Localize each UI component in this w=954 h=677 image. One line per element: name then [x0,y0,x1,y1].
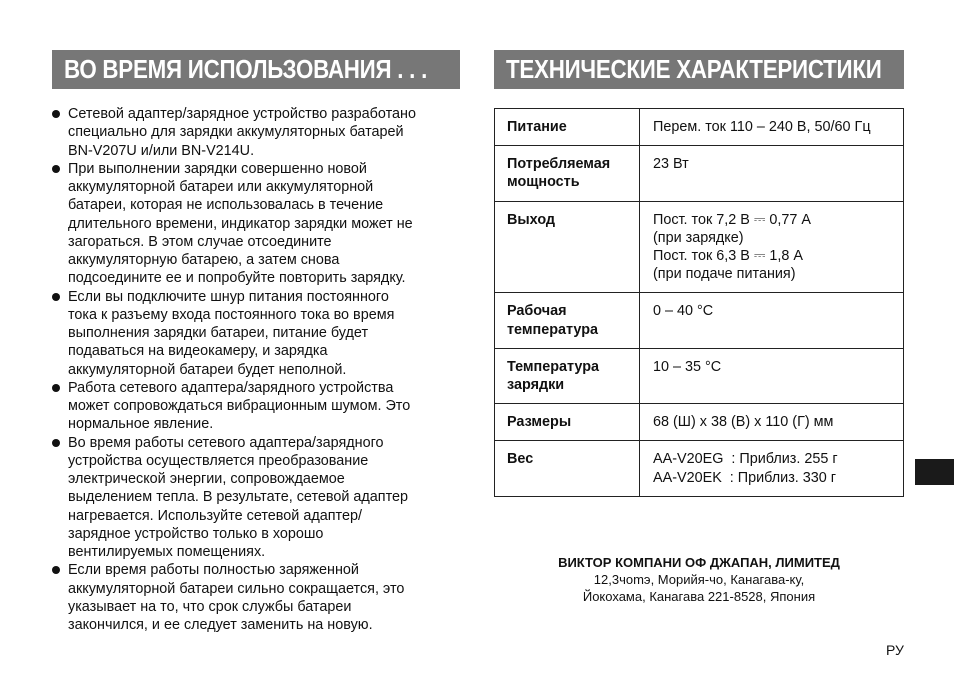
spec-row [495,146,904,201]
bullet-icon [52,566,60,574]
usage-note-line: закончился, и ее следует заменить на новую. [68,617,373,633]
usage-note-line: аккумуляторной батареи или аккумуляторной [68,179,374,195]
usage-note-line: выделением тепла. В результате, сетевой адаптер [68,489,409,506]
spec-row [495,109,904,146]
usage-note-line: подаваться на видеокамеру, и зарядка [68,343,328,360]
spec-value-text: 10 – 35 °C [653,358,722,375]
usage-note-item [50,379,470,434]
section-heading-specifications: ТЕХНИЧЕСКИЕ ХАРАКТЕРИСТИКИ [494,50,904,89]
spec-parameter-text: Потребляемая [507,156,611,173]
spec-value [640,404,904,441]
spec-parameter [495,348,640,403]
usage-note-line: подсоедините ее и попробуйте повторить зарядку. [68,270,406,287]
spec-value-text: (при подаче питания) [653,266,796,283]
company-name: ВИКТОР КОМПАНИ ОФ ДЖАПАН, ЛИМИТЕД [558,555,840,570]
usage-note-line: Работа сетевого адаптера/зарядного устройства [68,379,394,396]
usage-note-line: выполнения зарядки батареи, питание будет [68,325,369,341]
spec-row [495,441,904,496]
usage-note-line: батареи, которая не использовалась в течение [68,197,384,214]
spec-parameter-text: Рабочая [507,303,567,320]
spec-value-text: 0 – 40 °C [653,303,714,320]
usage-note-line: нормальное явление. [68,416,214,433]
bullet-icon [52,439,60,447]
usage-note-line: устройства осуществляется преобразование [68,452,369,469]
side-tab-marker [915,459,954,485]
spec-value [640,293,904,348]
usage-note-line: вентилируемых помещениях. [68,544,266,560]
usage-note-line: аккумуляторной батареи сильно сокращается, это [68,580,405,597]
usage-note-line: аккумуляторной батареи будет неполной. [68,361,347,378]
usage-note-line: специально для зарядки аккумуляторных батарей [68,124,404,141]
usage-note-line: загораться. В этом случае отсоедините [68,233,332,250]
usage-note-line: Если время работы полностью заряженной [68,562,359,579]
usage-note-line: может сопровождаться вибрационным шумом. Это [68,398,411,414]
spec-value [640,201,904,293]
spec-value-text: Пост. ток 7,2 В ⎓ 0,77 А [653,211,811,228]
usage-note-line: аккумуляторную батарею, а затем снова [68,252,340,268]
spec-parameter [495,109,640,146]
spec-value-text: Пост. ток 6,3 В ⎓ 1,8 А [653,248,803,265]
spec-value [640,146,904,201]
usage-note-line: указывает на то, что срок службы батареи [68,598,352,615]
spec-parameter-text: мощность [507,174,580,191]
spec-value-text: AA-V20EG : Приблиз. 255 г [653,451,838,468]
usage-note-line: тока к разъему входа постоянного тока во время [68,306,395,323]
spec-parameter [495,293,640,348]
spec-parameter-text: зарядки [507,377,565,394]
usage-note-line: длительного времени, индикатор зарядки может не [68,215,413,232]
spec-value-text: 68 (Ш) x 38 (В) x 110 (Г) мм [653,414,834,431]
company-address-line2: Йокохама, Канагава 221-8528, Япония [582,589,816,604]
spec-value-text: (при зарядке) [653,229,744,246]
company-address-line1: 12,3чоmэ, Морийя-чо, Канагава-ку, [593,572,805,587]
spec-parameter [495,146,640,201]
usage-note-line: Сетевой адаптер/зарядное устройство разработано [68,106,416,122]
spec-parameter-text: Размеры [507,414,572,431]
usage-note-line: электрической энергии, сопровождаемое [68,471,345,487]
page-language-label: РУ [886,642,904,658]
usage-note-line: BN-V207U и/или BN-V214U. [68,142,255,159]
usage-note-item [50,160,470,288]
spec-parameter-text: Питание [507,119,567,135]
spec-parameter-text: Температура [507,358,600,375]
spec-parameter-text: Вес [507,451,534,468]
bullet-icon [52,165,60,173]
spec-value-text: AA-V20EK : Приблиз. 330 г [653,469,837,486]
spec-parameter-text: температура [507,321,599,338]
specifications-table [494,108,904,497]
usage-note-line: нагревается. Используйте сетевой адаптер/ [68,507,362,524]
usage-note-line: зарядное устройство только в хорошо [68,525,324,542]
usage-notes-list [50,105,470,634]
usage-note-item [50,105,470,160]
spec-row [495,293,904,348]
usage-note-item [50,434,470,562]
spec-row [495,348,904,403]
bullet-icon [52,293,60,301]
spec-parameter-text: Выход [507,211,556,228]
spec-parameter [495,201,640,293]
spec-row [495,201,904,293]
company-info [494,554,904,605]
usage-note-line: При выполнении зарядки совершенно новой [68,160,367,177]
spec-value [640,348,904,403]
spec-parameter [495,404,640,441]
usage-note-line: Если вы подключите шнур питания постоянного [68,288,389,305]
usage-note-line: Во время работы сетевого адаптера/зарядного [68,434,384,451]
spec-parameter [495,441,640,496]
spec-value-text: Перем. ток 110 – 240 В, 50/60 Гц [653,119,871,135]
spec-row [495,404,904,441]
bullet-icon [52,110,60,118]
section-heading-usage: ВО ВРЕМЯ ИСПОЛЬЗОВАНИЯ . . . [52,50,460,89]
usage-note-item [50,288,470,379]
usage-note-item [50,561,470,634]
spec-value-text: 23 Вт [653,156,689,173]
bullet-icon [52,384,60,392]
spec-value [640,109,904,146]
spec-value [640,441,904,496]
